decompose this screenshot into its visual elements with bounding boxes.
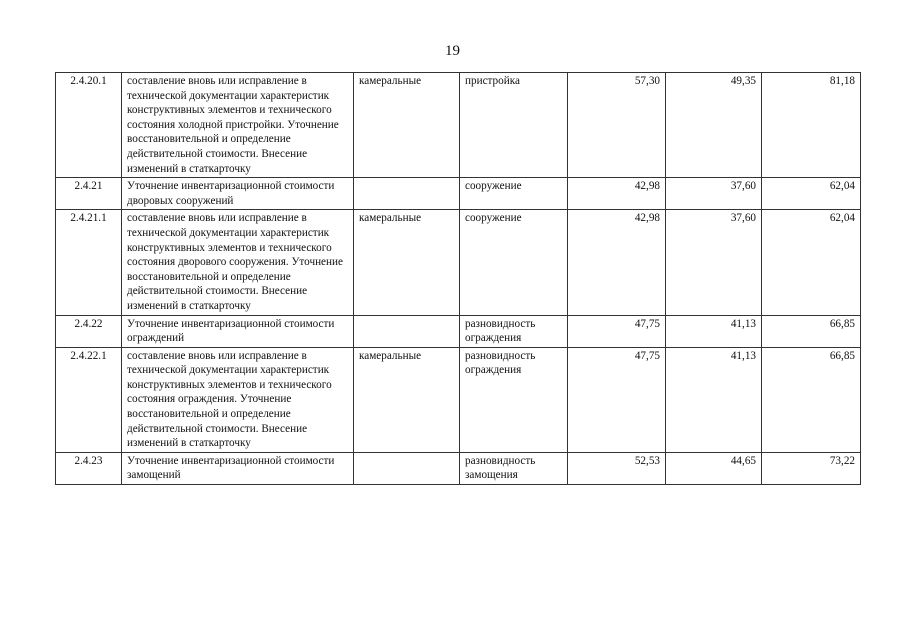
table-row <box>56 347 861 452</box>
table-row <box>56 73 861 178</box>
work-type: камеральные <box>354 73 460 178</box>
price-value-2: 37,60 <box>666 178 762 210</box>
price-value-3: 62,04 <box>762 210 861 315</box>
price-value-2: 37,60 <box>666 210 762 315</box>
item-number: 2.4.22 <box>56 315 122 347</box>
price-value-2: 44,65 <box>666 452 762 484</box>
work-type: камеральные <box>354 210 460 315</box>
price-value-1: 47,75 <box>568 347 666 452</box>
price-value-2: 41,13 <box>666 315 762 347</box>
table-row <box>56 452 861 484</box>
measure-unit: разновидность ограждения <box>460 315 568 347</box>
measure-unit: сооружение <box>460 210 568 315</box>
table-row <box>56 178 861 210</box>
price-value-3: 62,04 <box>762 178 861 210</box>
item-description: составление вновь или исправление в технической документации характеристик конструктивных элементов и технического состояния холодной пристройки. Уточнение восстановительной и определение действительной стоимости. Внесение изменений в статкарточку <box>122 73 354 178</box>
price-value-1: 47,75 <box>568 315 666 347</box>
tariff-table <box>55 72 861 485</box>
price-value-1: 42,98 <box>568 210 666 315</box>
item-description: Уточнение инвентаризационной стоимости замощений <box>122 452 354 484</box>
price-value-1: 42,98 <box>568 178 666 210</box>
item-description: Уточнение инвентаризационной стоимости ограждений <box>122 315 354 347</box>
item-number: 2.4.21.1 <box>56 210 122 315</box>
price-value-3: 81,18 <box>762 73 861 178</box>
price-value-3: 66,85 <box>762 315 861 347</box>
measure-unit: разновидность ограждения <box>460 347 568 452</box>
item-description: Уточнение инвентаризационной стоимости дворовых сооружений <box>122 178 354 210</box>
measure-unit: сооружение <box>460 178 568 210</box>
price-value-2: 49,35 <box>666 73 762 178</box>
measure-unit: разновидность замощения <box>460 452 568 484</box>
price-value-1: 57,30 <box>568 73 666 178</box>
work-type <box>354 452 460 484</box>
work-type: камеральные <box>354 347 460 452</box>
work-type <box>354 315 460 347</box>
price-value-1: 52,53 <box>568 452 666 484</box>
price-value-3: 73,22 <box>762 452 861 484</box>
price-value-3: 66,85 <box>762 347 861 452</box>
table-row <box>56 210 861 315</box>
page-number: 19 <box>445 43 460 59</box>
price-value-2: 41,13 <box>666 347 762 452</box>
item-description: составление вновь или исправление в технической документации характеристик конструктивных элементов и технического состояния ограждения. Уточнение восстановительной и определение действительной стоимости. Внесение изменений в статкарточку <box>122 347 354 452</box>
measure-unit: пристройка <box>460 73 568 178</box>
item-description: составление вновь или исправление в технической документации характеристик конструктивных элементов и технического состояния дворового сооружения. Уточнение восстановительной и определение действительной стоимости. Внесение изменений в статкарточку <box>122 210 354 315</box>
work-type <box>354 178 460 210</box>
item-number: 2.4.21 <box>56 178 122 210</box>
item-number: 2.4.20.1 <box>56 73 122 178</box>
table-row <box>56 315 861 347</box>
item-number: 2.4.22.1 <box>56 347 122 452</box>
item-number: 2.4.23 <box>56 452 122 484</box>
